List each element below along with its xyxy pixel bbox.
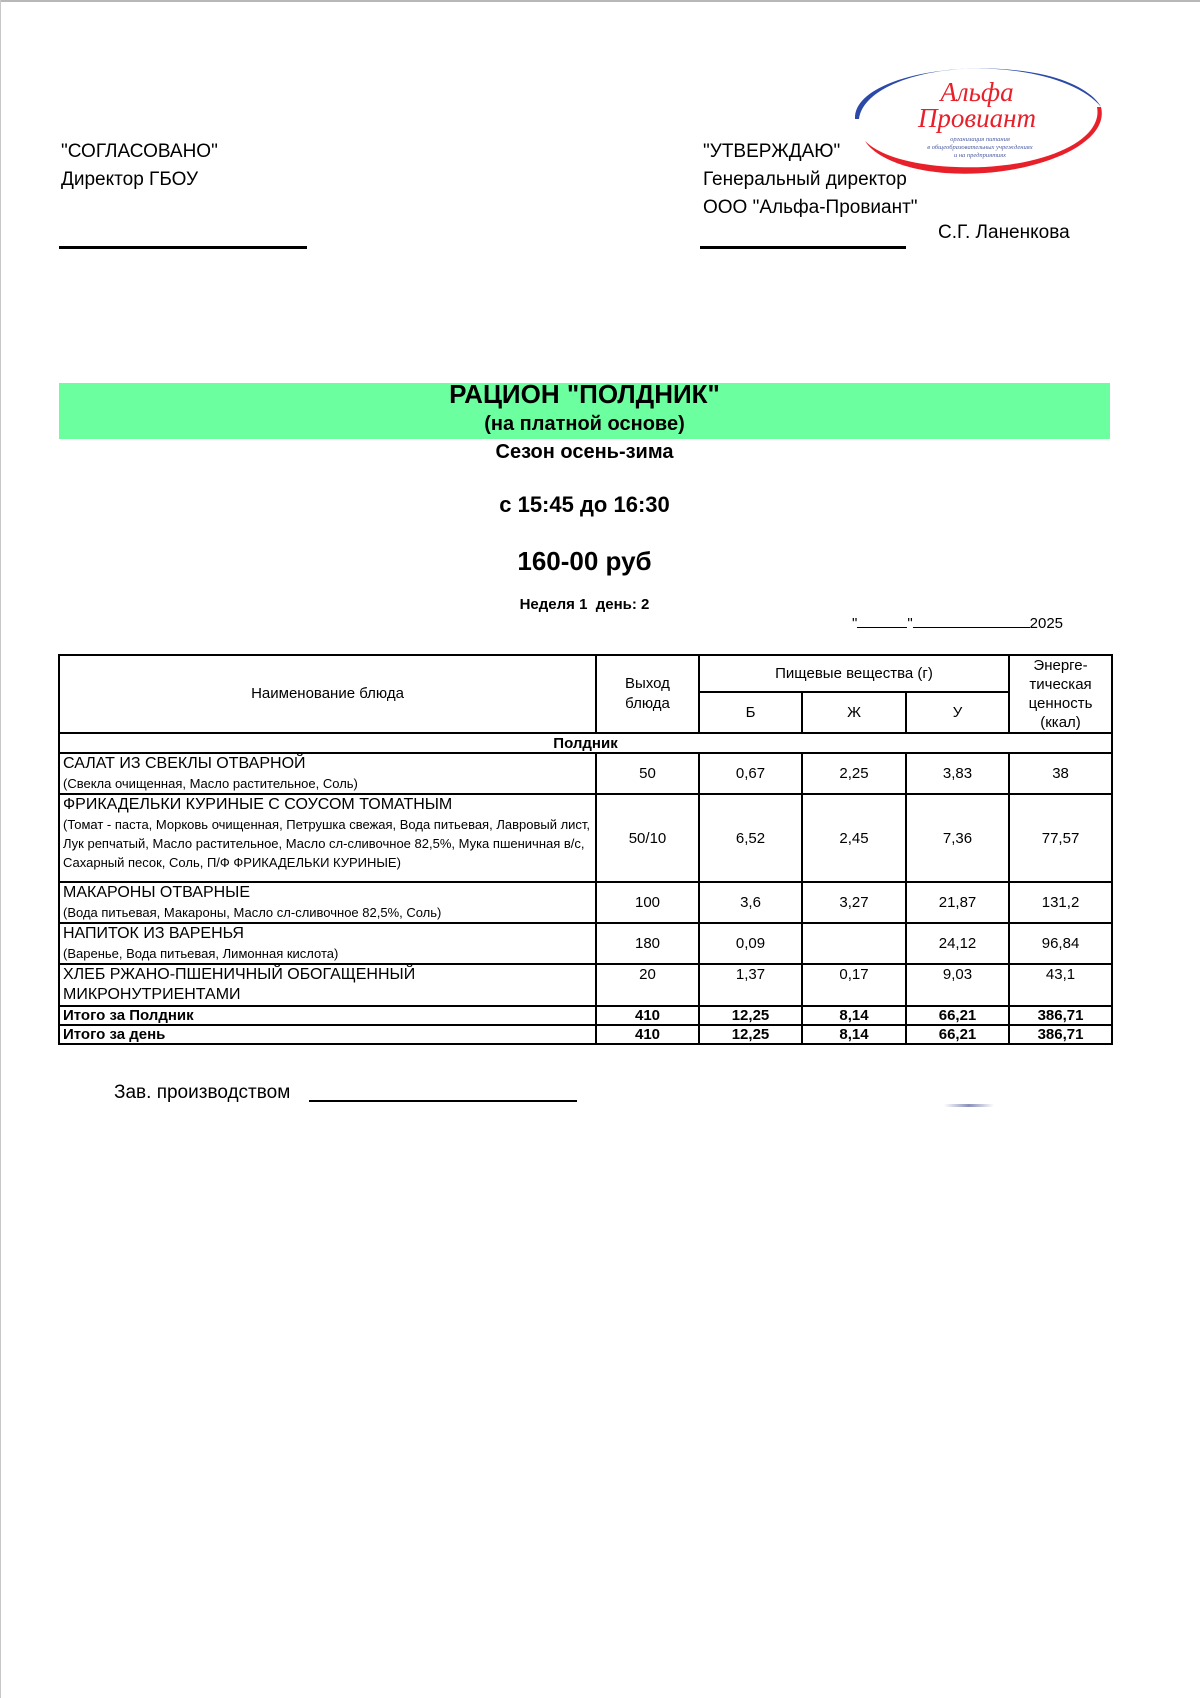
date-quote: " — [852, 615, 858, 632]
dish-energy: 43,1 — [1009, 964, 1112, 1006]
table-row — [59, 923, 1112, 964]
approval-left-heading: "СОГЛАСОВАНО" — [61, 141, 218, 162]
dish-cell — [59, 923, 596, 964]
dish-name: МАКАРОНЫ ОТВАРНЫЕ — [63, 884, 251, 901]
dish-ingredients: (Свекла очищенная, Масло растительное, Соль) — [63, 776, 358, 791]
total-label: Итого за день — [59, 1025, 596, 1044]
page-border — [0, 0, 1200, 2]
total-protein: 12,25 — [699, 1006, 802, 1025]
dish-protein: 6,52 — [699, 794, 802, 882]
col-header-energy-line2: тическая — [1029, 676, 1092, 693]
col-header-energy-line4: (ккал) — [1040, 714, 1081, 731]
signature-line-right — [700, 246, 906, 249]
approval-right-heading: "УТВЕРЖДАЮ" — [703, 141, 841, 162]
dish-fat — [802, 923, 906, 964]
dish-ingredients: (Варенье, Вода питьевая, Лимонная кислота) — [63, 946, 339, 961]
menu-table — [58, 654, 1113, 1045]
col-header-nutrients: Пищевые вещества (г) — [699, 655, 1009, 692]
dish-carbs: 24,12 — [906, 923, 1009, 964]
dish-energy: 131,2 — [1009, 882, 1112, 923]
table-row — [59, 753, 1112, 794]
price: 160-00 руб — [517, 546, 652, 576]
dish-cell — [59, 882, 596, 923]
date-month-blank — [913, 615, 1030, 628]
page-border — [0, 0, 1, 1698]
dish-carbs: 3,83 — [906, 753, 1009, 794]
dish-cell — [59, 794, 596, 882]
dish-yield: 100 — [596, 882, 699, 923]
approval-right-position: Генеральный директор — [703, 169, 907, 190]
dish-fat: 2,45 — [802, 794, 906, 882]
dish-fat: 0,17 — [802, 964, 906, 1006]
total-yield: 410 — [596, 1006, 699, 1025]
table-row — [59, 882, 1112, 923]
col-header-fat: Ж — [802, 692, 906, 733]
dish-name: НАПИТОК ИЗ ВАРЕНЬЯ — [63, 925, 244, 942]
logo-tagline3: и на предприятиях — [953, 152, 1007, 159]
approval-right-signatory: С.Г. Ланенкова — [938, 222, 1070, 243]
total-energy: 386,71 — [1009, 1006, 1112, 1025]
dish-carbs: 9,03 — [906, 964, 1009, 1006]
logo-text-line2: Провиант — [917, 103, 1037, 133]
col-header-carbs: У — [906, 692, 1009, 733]
menu-title: РАЦИОН "ПОЛДНИК" — [449, 379, 720, 409]
col-header-yield-line1: Выход — [625, 675, 670, 692]
dish-fat: 3,27 — [802, 882, 906, 923]
total-fat: 8,14 — [802, 1006, 906, 1025]
dish-energy: 38 — [1009, 753, 1112, 794]
production-manager-signature-line — [309, 1100, 577, 1102]
dish-cell — [59, 964, 596, 1006]
signature-mark — [944, 1104, 994, 1107]
col-header-energy-line1: Энерге- — [1033, 657, 1088, 674]
dish-name: САЛАТ ИЗ СВЕКЛЫ ОТВАРНОЙ — [63, 755, 306, 772]
dish-carbs: 7,36 — [906, 794, 1009, 882]
season-label: Сезон осень-зима — [495, 441, 674, 463]
total-row — [59, 1006, 1112, 1025]
dish-name: ФРИКАДЕЛЬКИ КУРИНЫЕ С СОУСОМ ТОМАТНЫМ — [63, 796, 453, 813]
total-carbs: 66,21 — [906, 1025, 1009, 1044]
section-row — [59, 733, 1112, 753]
col-header-yield — [596, 655, 699, 733]
total-energy: 386,71 — [1009, 1025, 1112, 1044]
dish-protein: 0,67 — [699, 753, 802, 794]
table-row — [59, 964, 1112, 1006]
logo-tagline2: в общеобразовательных учреждениях — [927, 144, 1033, 151]
signature-line-left — [59, 246, 307, 249]
dish-ingredients: (Вода питьевая, Макароны, Масло сл-сливочное 82,5%, Соль) — [63, 905, 442, 920]
logo-text-line1: Альфа — [940, 77, 1014, 107]
menu-subtitle: (на платной основе) — [484, 413, 685, 435]
col-header-name: Наименование блюда — [59, 655, 596, 733]
table-row — [59, 794, 1112, 882]
dish-cell — [59, 753, 596, 794]
alfa-proviant-logo — [845, 57, 1107, 179]
col-header-yield-line2: блюда — [625, 695, 670, 712]
dish-yield: 180 — [596, 923, 699, 964]
production-manager-label: Зав. производством — [114, 1082, 291, 1103]
dish-ingredients: (Томат - паста, Морковь очищенная, Петрушка свежая, Вода питьевая, Лавровый лист, Лук репчатый, Масло растительное, Масло сл-сливочное 82,5%, Мука пшеничная в/с, Сахарный песок, Соль, П/Ф ФРИКАДЕЛЬКИ КУРИНЫЕ) — [63, 817, 591, 870]
approval-right-company: ООО "Альфа-Провиант" — [703, 197, 918, 218]
date-year: 2025 — [1029, 615, 1064, 632]
dish-cell-clip — [63, 795, 592, 881]
dish-name: ХЛЕБ РЖАНО-ПШЕНИЧНЫЙ ОБОГАЩЕННЫЙ МИКРОНУТРИЕНТАМИ — [63, 966, 416, 1003]
dish-yield: 20 — [596, 964, 699, 1006]
date-day-blank — [857, 615, 907, 628]
dish-energy: 77,57 — [1009, 794, 1112, 882]
section-label: Полдник — [59, 733, 1112, 753]
week-day: Неделя 1 день: 2 — [519, 596, 650, 613]
dish-yield: 50 — [596, 753, 699, 794]
dish-protein: 0,09 — [699, 923, 802, 964]
dish-energy: 96,84 — [1009, 923, 1112, 964]
col-header-protein: Б — [699, 692, 802, 733]
total-fat: 8,14 — [802, 1025, 906, 1044]
serving-time: с 15:45 до 16:30 — [499, 492, 670, 517]
col-header-energy — [1009, 655, 1112, 733]
approval-left-position: Директор ГБОУ — [61, 169, 199, 190]
total-label: Итого за Полдник — [59, 1006, 596, 1025]
dish-carbs: 21,87 — [906, 882, 1009, 923]
date-quote: " — [907, 615, 913, 632]
table-header-row — [59, 655, 1112, 692]
total-row — [59, 1025, 1112, 1044]
dish-yield: 50/10 — [596, 794, 699, 882]
dish-fat: 2,25 — [802, 753, 906, 794]
logo-tagline1: организация питания — [950, 136, 1010, 143]
dish-protein: 3,6 — [699, 882, 802, 923]
dish-protein: 1,37 — [699, 964, 802, 1006]
total-protein: 12,25 — [699, 1025, 802, 1044]
total-carbs: 66,21 — [906, 1006, 1009, 1025]
total-yield: 410 — [596, 1025, 699, 1044]
col-header-energy-line3: ценность — [1028, 695, 1093, 712]
date-field — [852, 614, 1063, 634]
